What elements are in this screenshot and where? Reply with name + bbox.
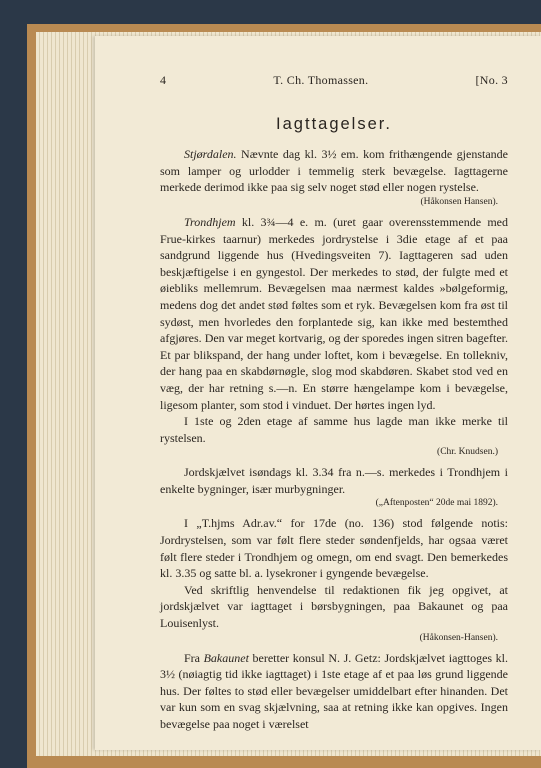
page-number: 4 <box>160 73 167 87</box>
source-citation: (Håkonsen-Hansen). <box>419 632 498 643</box>
place-name: Stjørdalen. <box>184 147 237 162</box>
paragraph: I 1ste og 2den etage af samme hus lagde man ikke merke til rystelsen. <box>160 414 508 445</box>
place-name: Trondhjem <box>184 214 236 229</box>
issue-number: [No. 3 <box>475 73 508 87</box>
section-title: Iagttagelser. <box>276 114 392 133</box>
paragraph-trondhjem: Trondhjem kl. 3¾—4 e. m. (uret gaar overensstemmende med Frue-kirkes taarnur) merkedes jordrystelse i 3die etage af et paa sandgrund liggende hus (Hvedingsveiten 7). Iagttageren sad uden beskjæftigelse i en gyngestol. Der merkedes to stød, der fulgte med et øiebliks mellemrum. Bevægelsen maa nærmest kaldes »bølgeformig, medens dog det andet stød føltes som et ryk. Bevægelsen kom fra øst til sydøst, men hvorledes den forplantede sig, kan ikke med bestemthed afgjøres. Den var meget kortvarig, og der sporedes ingen sitren bagefter. Et par blikspand, der hang under loftet, kom i bevægelse. En tollekniv, der hang paa en skabdørnøgle, slog mod skabdøren. Skabet stod ved en væg, der har retning s.—n. En større hængelampe kom i bevægelse, ligesom planter, som stod i vinduet. Der hørtes ingen lyd. <box>160 214 508 412</box>
page-text <box>160 72 508 733</box>
paragraph: Jordskjælvet isøndags kl. 3.34 fra n.—s. merkedes i Trondhjem i enkelte bygninger, især murbygninger. <box>160 465 508 496</box>
paragraph-bakaunet: Fra Bakaunet beretter konsul N. J. Getz: Jordskjælvet iagttoges kl. 3½ (nøiagtig tid ikke iagttaget) i 1ste etage af et paa løs grund liggende hus. Der føltes to stød eller bevægelser umiddelbart efter hinanden. Det var kun som en svag skjælvning, saa at retning ikke kan opgives. Ingen bevægelse paa noget i værelset <box>160 650 508 731</box>
source-citation: („Aftenposten“ 20de mai 1892). <box>375 498 498 509</box>
paragraph: I „T.hjms Adr.av.“ for 17de (no. 136) stod følgende notis: Jordrystelsen, som var følt flere steder søndenfjelds, har ogsaa været følt flere steder i Trondhjem og omegn, om end svagt. Den bemerkedes kl. 3.35 og satte bl. a. lysekroner i gyngende bevægelse. <box>160 516 508 581</box>
source-citation: (Håkonsen Hansen). <box>420 196 498 207</box>
running-title: T. Ch. Thomassen. <box>273 73 369 87</box>
place-name: Bakaunet <box>203 650 249 665</box>
paragraph: Ved skriftlig henvendelse til redaktionen fik jeg opgivet, at jordskjælvet var iagttaget i børsbygningen, paa Bakaunet og paa Louisenlyst. <box>160 582 508 631</box>
running-header <box>160 72 508 89</box>
source-citation: (Chr. Knudsen.) <box>437 447 498 458</box>
paragraph-stjordalen: Stjørdalen. Nævnte dag kl. 3½ em. kom frithængende gjenstande som lamper og urlodder i temmelig sterk bevægelse. Iagttagerne merkede derimod ikke paa sig selv noget stød eller nogen rystelse. <box>160 147 508 195</box>
